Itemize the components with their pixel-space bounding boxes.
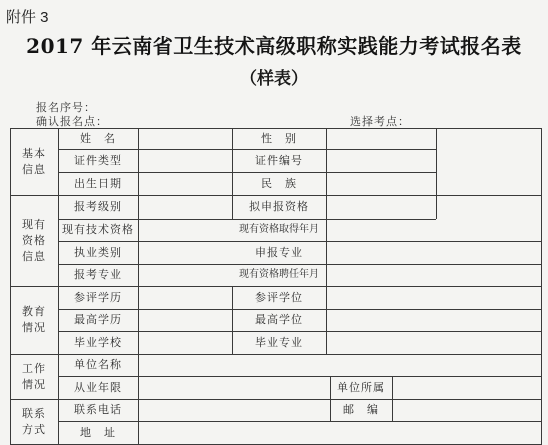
label-qualification-obtained-date: 现有资格取得年月 <box>239 224 319 235</box>
value-graduate-major[interactable] <box>326 331 541 354</box>
value-highest-degree[interactable] <box>326 309 541 331</box>
value-ethnicity[interactable] <box>326 172 436 195</box>
value-contact-phone[interactable] <box>138 399 330 421</box>
section-qualification-info: 现有 资格 信息 <box>22 217 46 263</box>
value-intended-qualification[interactable] <box>326 195 436 219</box>
section-basic-info: 基本 信息 <box>22 146 46 176</box>
label-address: 地 址 <box>80 425 116 439</box>
value-graduate-school[interactable] <box>138 331 232 354</box>
value-qualification-obtained-date[interactable] <box>326 219 541 241</box>
value-current-tech-qualification[interactable] <box>138 219 232 241</box>
value-highest-education[interactable] <box>138 309 232 331</box>
exam-site-label: 选择考点： <box>350 115 410 128</box>
section-contact: 联系 方式 <box>22 406 46 436</box>
value-postcode[interactable] <box>392 399 541 421</box>
label-employer-name: 单位名称 <box>74 358 122 371</box>
label-gender: 性 别 <box>261 131 297 145</box>
label-years-in-work: 从业年限 <box>74 380 122 394</box>
label-practice-category: 执业类别 <box>74 245 122 259</box>
label-postcode: 邮 编 <box>343 403 379 416</box>
label-declared-major: 申报专业 <box>255 245 303 259</box>
label-id-type: 证件类型 <box>74 153 122 167</box>
label-graduate-major: 毕业专业 <box>255 335 303 349</box>
value-exam-major[interactable] <box>138 264 232 286</box>
label-evaluated-degree: 参评学位 <box>255 290 303 304</box>
label-evaluated-education: 参评学历 <box>74 290 122 304</box>
value-exam-level[interactable] <box>138 195 232 219</box>
value-id-type[interactable] <box>138 149 232 172</box>
value-declared-major[interactable] <box>326 241 541 264</box>
label-ethnicity: 民 族 <box>261 176 297 190</box>
label-name: 姓 名 <box>80 131 116 145</box>
label-employer-location: 单位所属 <box>337 380 385 394</box>
value-evaluated-degree[interactable] <box>326 286 541 309</box>
value-years-in-work[interactable] <box>138 376 330 399</box>
value-address[interactable] <box>138 421 541 444</box>
value-employer-location[interactable] <box>392 376 541 399</box>
value-practice-category[interactable] <box>138 241 232 264</box>
photo-box[interactable] <box>436 128 541 219</box>
label-id-no: 证件编号 <box>255 153 303 167</box>
value-qualification-employed-date[interactable] <box>326 264 541 286</box>
value-name[interactable] <box>138 128 232 149</box>
value-evaluated-education[interactable] <box>138 286 232 309</box>
section-education: 教育 情况 <box>22 305 46 334</box>
label-exam-major: 报考专业 <box>74 268 122 281</box>
label-graduate-school: 毕业学校 <box>74 335 122 349</box>
label-intended-qualification: 拟申报资格 <box>249 200 309 213</box>
label-highest-education: 最高学历 <box>74 313 122 326</box>
form-title: 2017 年云南省卫生技术高级职称实践能力考试报名表 <box>26 34 522 58</box>
section-work: 工作 情况 <box>22 361 46 391</box>
label-birth-date: 出生日期 <box>74 176 122 190</box>
label-qualification-employed-date: 现有资格聘任年月 <box>239 269 319 280</box>
label-current-tech-qualification: 现有技术资格 <box>62 223 134 236</box>
attachment-label: 附件 3 <box>6 9 49 26</box>
registration-table <box>10 128 542 445</box>
value-birth-date[interactable] <box>138 172 232 195</box>
label-highest-degree: 最高学位 <box>255 313 303 326</box>
confirm-site-label: 确认报名点： <box>36 115 108 128</box>
value-id-no[interactable] <box>326 149 436 172</box>
value-employer-name[interactable] <box>138 354 541 376</box>
form-subtitle: （样表） <box>240 69 308 89</box>
label-exam-level: 报考级别 <box>74 200 122 213</box>
registration-no-label: 报名序号： <box>36 101 96 114</box>
value-gender[interactable] <box>326 128 436 149</box>
label-contact-phone: 联系电话 <box>74 403 122 416</box>
